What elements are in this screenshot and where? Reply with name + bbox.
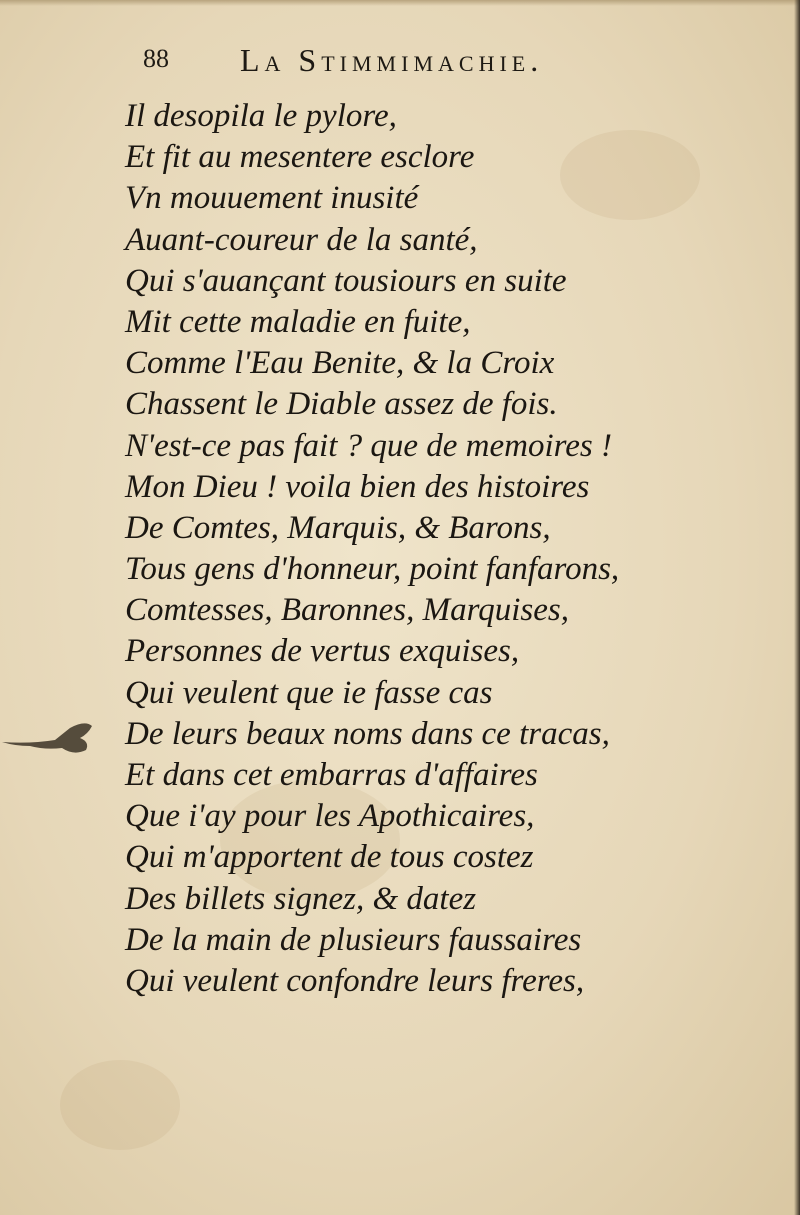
- ink-blot-icon: [0, 712, 120, 762]
- verse-line: De Comtes, Marquis, & Barons,: [125, 509, 551, 546]
- verse-line: Mon Dieu ! voila bien des histoires: [125, 468, 590, 505]
- verse-line: Comme l'Eau Benite, & la Croix: [125, 345, 555, 382]
- verse-line: Vn mouuement inusité: [125, 180, 419, 217]
- verse-text: [125, 96, 765, 1002]
- verse-line: Qui m'apportent de tous costez: [125, 839, 534, 876]
- verse-line: Qui s'auançant tousiours en suite: [125, 262, 567, 299]
- verse-line: Qui veulent confondre leurs freres,: [125, 962, 585, 999]
- paper-stain: [60, 1060, 180, 1150]
- verse-line: Auant-coureur de la santé,: [125, 221, 478, 258]
- verse-line: Chassent le Diable assez de fois.: [125, 386, 558, 423]
- verse-line: Tous gens d'honneur, point fanfarons,: [125, 551, 620, 588]
- running-title: La Stimmimachie.: [240, 42, 544, 78]
- page-gutter-shadow: [794, 0, 800, 1215]
- verse-line: Et fit au mesentere esclore: [125, 139, 475, 176]
- page-header: [0, 42, 800, 92]
- verse-line: Des billets signez, & datez: [125, 880, 477, 917]
- page-number: 88: [143, 44, 169, 73]
- verse-line: De la main de plusieurs faussaires: [125, 921, 582, 958]
- verse-line: Et dans cet embarras d'affaires: [125, 757, 538, 793]
- page-top-edge: [0, 0, 800, 6]
- verse-line: Personnes de vertus exquises,: [125, 633, 520, 670]
- verse-line: N'est-ce pas fait ? que de memoires !: [125, 427, 612, 464]
- verse-line: Mit cette maladie en fuite,: [125, 303, 471, 340]
- verse-line: Comtesses, Baronnes, Marquises,: [125, 592, 569, 629]
- verse-line: Qui veulent que ie fasse cas: [125, 674, 493, 711]
- verse-line: Il desopila le pylore,: [125, 98, 397, 134]
- verse-line: Que i'ay pour les Apothicaires,: [125, 798, 535, 835]
- verse-line: De leurs beaux noms dans ce tracas,: [125, 715, 610, 752]
